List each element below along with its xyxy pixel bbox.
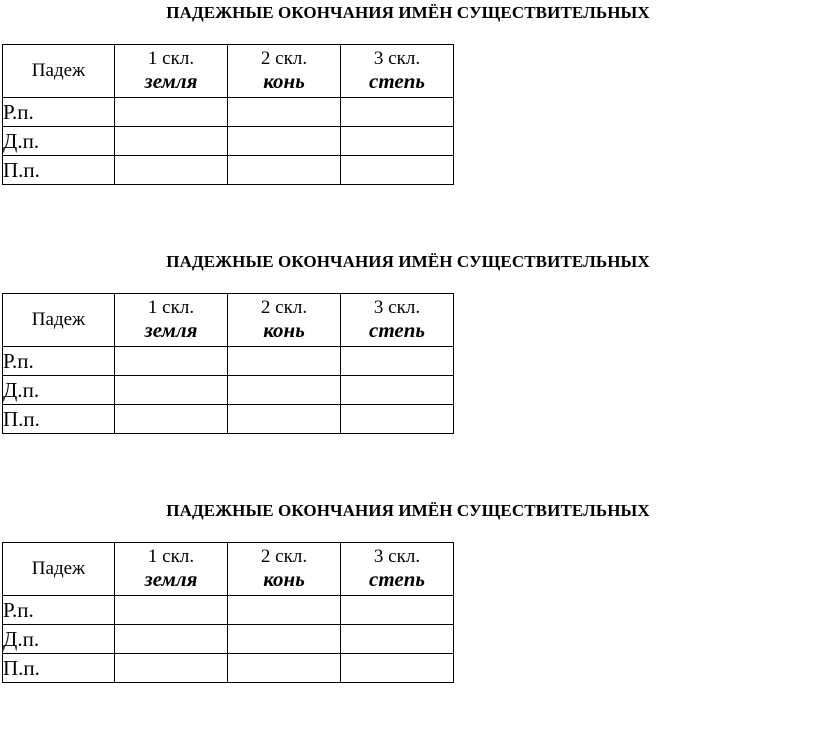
table-row [3, 156, 454, 185]
declension-header-3 [341, 543, 454, 596]
declension-example-word: конь [263, 567, 305, 591]
declension-example-word: конь [263, 318, 305, 342]
case-label: Д.п. [3, 127, 115, 156]
case-label: Р.п. [3, 596, 115, 625]
table-row [3, 405, 454, 434]
case-label: Р.п. [3, 98, 115, 127]
declension-header-2 [228, 543, 341, 596]
answer-cell[interactable] [228, 625, 341, 654]
answer-cell[interactable] [341, 405, 454, 434]
block-title: ПАДЕЖНЫЕ ОКОНЧАНИЯ ИМЁН СУЩЕСТВИТЕЛЬНЫХ [166, 3, 650, 22]
declension-number: 3 скл. [373, 546, 421, 567]
declension-number: 1 скл. [147, 546, 195, 567]
declension-header-2 [228, 45, 341, 98]
declension-example-word: степь [369, 318, 425, 342]
answer-cell[interactable] [228, 596, 341, 625]
table-row [3, 376, 454, 405]
declension-example-word: земля [144, 567, 198, 591]
answer-cell[interactable] [115, 127, 228, 156]
case-label: П.п. [3, 156, 115, 185]
declension-header-1 [115, 543, 228, 596]
answer-cell[interactable] [341, 127, 454, 156]
endings-table [2, 293, 454, 434]
table-row [3, 596, 454, 625]
answer-cell[interactable] [115, 654, 228, 683]
answer-cell[interactable] [115, 405, 228, 434]
declension-number: 2 скл. [260, 297, 308, 318]
answer-cell[interactable] [228, 156, 341, 185]
block-title: ПАДЕЖНЫЕ ОКОНЧАНИЯ ИМЁН СУЩЕСТВИТЕЛЬНЫХ [166, 501, 650, 520]
case-header: Падеж [3, 294, 115, 347]
declension-number: 3 скл. [373, 48, 421, 69]
answer-cell[interactable] [228, 98, 341, 127]
answer-cell[interactable] [115, 625, 228, 654]
declension-header-1 [115, 45, 228, 98]
declension-number: 3 скл. [373, 297, 421, 318]
answer-cell[interactable] [115, 596, 228, 625]
declension-number: 2 скл. [260, 546, 308, 567]
answer-cell[interactable] [341, 376, 454, 405]
declension-number: 1 скл. [147, 48, 195, 69]
declension-example-word: конь [263, 69, 305, 93]
table-row [3, 98, 454, 127]
answer-cell[interactable] [228, 376, 341, 405]
case-label: Д.п. [3, 376, 115, 405]
declension-header-3 [341, 294, 454, 347]
declension-header-1 [115, 294, 228, 347]
declension-number: 2 скл. [260, 48, 308, 69]
declension-example-word: степь [369, 69, 425, 93]
case-label: Д.п. [3, 625, 115, 654]
case-header: Падеж [3, 543, 115, 596]
answer-cell[interactable] [228, 127, 341, 156]
table-row [3, 127, 454, 156]
case-label: П.п. [3, 654, 115, 683]
answer-cell[interactable] [341, 156, 454, 185]
table-row [3, 654, 454, 683]
table-header-row [3, 543, 454, 596]
answer-cell[interactable] [341, 98, 454, 127]
answer-cell[interactable] [341, 625, 454, 654]
table-row [3, 625, 454, 654]
answer-cell[interactable] [341, 596, 454, 625]
answer-cell[interactable] [228, 654, 341, 683]
declension-example-word: земля [144, 69, 198, 93]
table-header-row [3, 294, 454, 347]
endings-table [2, 44, 454, 185]
declension-example-word: степь [369, 567, 425, 591]
answer-cell[interactable] [341, 347, 454, 376]
case-label: Р.п. [3, 347, 115, 376]
declension-header-2 [228, 294, 341, 347]
case-header: Падеж [3, 45, 115, 98]
block-title: ПАДЕЖНЫЕ ОКОНЧАНИЯ ИМЁН СУЩЕСТВИТЕЛЬНЫХ [166, 252, 650, 271]
answer-cell[interactable] [228, 347, 341, 376]
answer-cell[interactable] [228, 405, 341, 434]
answer-cell[interactable] [115, 98, 228, 127]
answer-cell[interactable] [115, 376, 228, 405]
table-header-row [3, 45, 454, 98]
table-row [3, 347, 454, 376]
answer-cell[interactable] [115, 156, 228, 185]
endings-table [2, 542, 454, 683]
answer-cell[interactable] [341, 654, 454, 683]
case-label: П.п. [3, 405, 115, 434]
declension-number: 1 скл. [147, 297, 195, 318]
declension-header-3 [341, 45, 454, 98]
answer-cell[interactable] [115, 347, 228, 376]
declension-example-word: земля [144, 318, 198, 342]
